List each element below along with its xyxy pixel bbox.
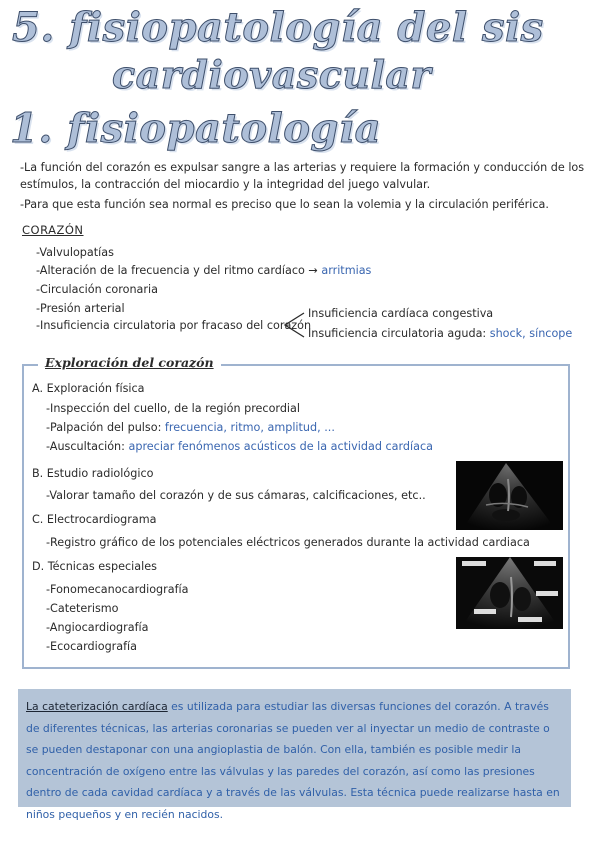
exploracion-c-item: -Registro gráfico de los potenciales eléctricos generados durante la actividad cardiaca: [46, 536, 530, 549]
palpacion-label: -Palpación del pulso:: [46, 421, 162, 434]
exploracion-b-item: -Valorar tamaño del corazón y de sus cámaras, calcificaciones, etc..: [46, 489, 426, 502]
echocardiogram-image: [456, 461, 563, 530]
exploracion-a-item: [46, 420, 335, 436]
exploracion-d-heading: D. Técnicas especiales: [32, 560, 157, 573]
echocardiogram-labeled-image: [456, 557, 563, 629]
branch-lower-terms: shock, síncope: [489, 327, 573, 340]
palpacion-terms: frecuencia, ritmo, amplitud, ...: [164, 421, 335, 434]
corazon-item: -Circulación coronaria: [36, 283, 158, 296]
intro-paragraph-line: -La función del corazón es expulsar sangre a las arterias y requiere la formación y conducción de los: [20, 161, 585, 174]
exploracion-title: Exploración del corazón: [38, 354, 221, 372]
branch-lower-label: Insuficiencia circulatoria aguda:: [308, 327, 487, 340]
note-text: es utilizada para estudiar las diversas funciones del corazón. A través de diferentes técnicas, las arterias coronarias se pueden ver al inyectar un medio de contraste o se pueden destaponar con una angioplastia de balón. Con ella, también es posible medir la concentración de oxígeno entre las válvulas y las paredes del corazón, así como las presiones dentro de cada cavidad cardíaca y a través de las válvulas. Esta técnica puede realizarse hasta en niños pequeños y en recién nacidos.: [26, 700, 560, 821]
branch-bracket-icon: [283, 311, 305, 339]
page-title-continuation: cardiovascular: [112, 52, 432, 97]
exploracion-a-item: [46, 439, 433, 455]
page-title: 5. fisiopatología del sis: [12, 4, 544, 51]
exploracion-a-item: -Inspección del cuello, de la región precordial: [46, 402, 300, 415]
exploracion-d-item: -Cateterismo: [46, 602, 119, 615]
corazon-item: [36, 263, 371, 279]
exploracion-a-heading: A. Exploración física: [32, 382, 145, 395]
arritmias-term: arritmias: [321, 264, 372, 277]
branch-lower: [308, 326, 572, 342]
exploracion-d-item: -Angiocardiografía: [46, 621, 149, 634]
intro-paragraph-line: estímulos, la contracción del miocardio y la integridad del juego valvular.: [20, 178, 431, 191]
intro-paragraph-2: -Para que esta función sea normal es preciso que lo sean la volemia y la circulación periférica.: [20, 198, 549, 211]
corazon-item: -Valvulopatías: [36, 246, 114, 259]
note-label: La cateterización cardíaca: [26, 700, 168, 713]
branch-upper: Insuficiencia cardíaca congestiva: [308, 307, 494, 320]
cateterizacion-note: [18, 689, 571, 821]
exploracion-c-heading: C. Electrocardiograma: [32, 513, 157, 526]
corazon-item: -Insuficiencia circulatoria por fracaso del corazón: [36, 319, 312, 332]
auscultacion-terms: apreciar fenómenos acústicos de la actividad cardíaca: [128, 440, 433, 453]
exploracion-b-heading: B. Estudio radiológico: [32, 467, 154, 480]
corazon-heading: CORAZÓN: [22, 223, 84, 237]
corazon-item: -Presión arterial: [36, 302, 125, 315]
exploracion-d-item: -Fonomecanocardiografía: [46, 583, 189, 596]
section-heading: 1. fisiopatología: [10, 105, 381, 152]
corazon-item-text: -Alteración de la frecuencia y del ritmo cardíaco →: [36, 264, 318, 277]
exploracion-d-item: -Ecocardiografía: [46, 640, 138, 653]
auscultacion-label: -Auscultación:: [46, 440, 125, 453]
